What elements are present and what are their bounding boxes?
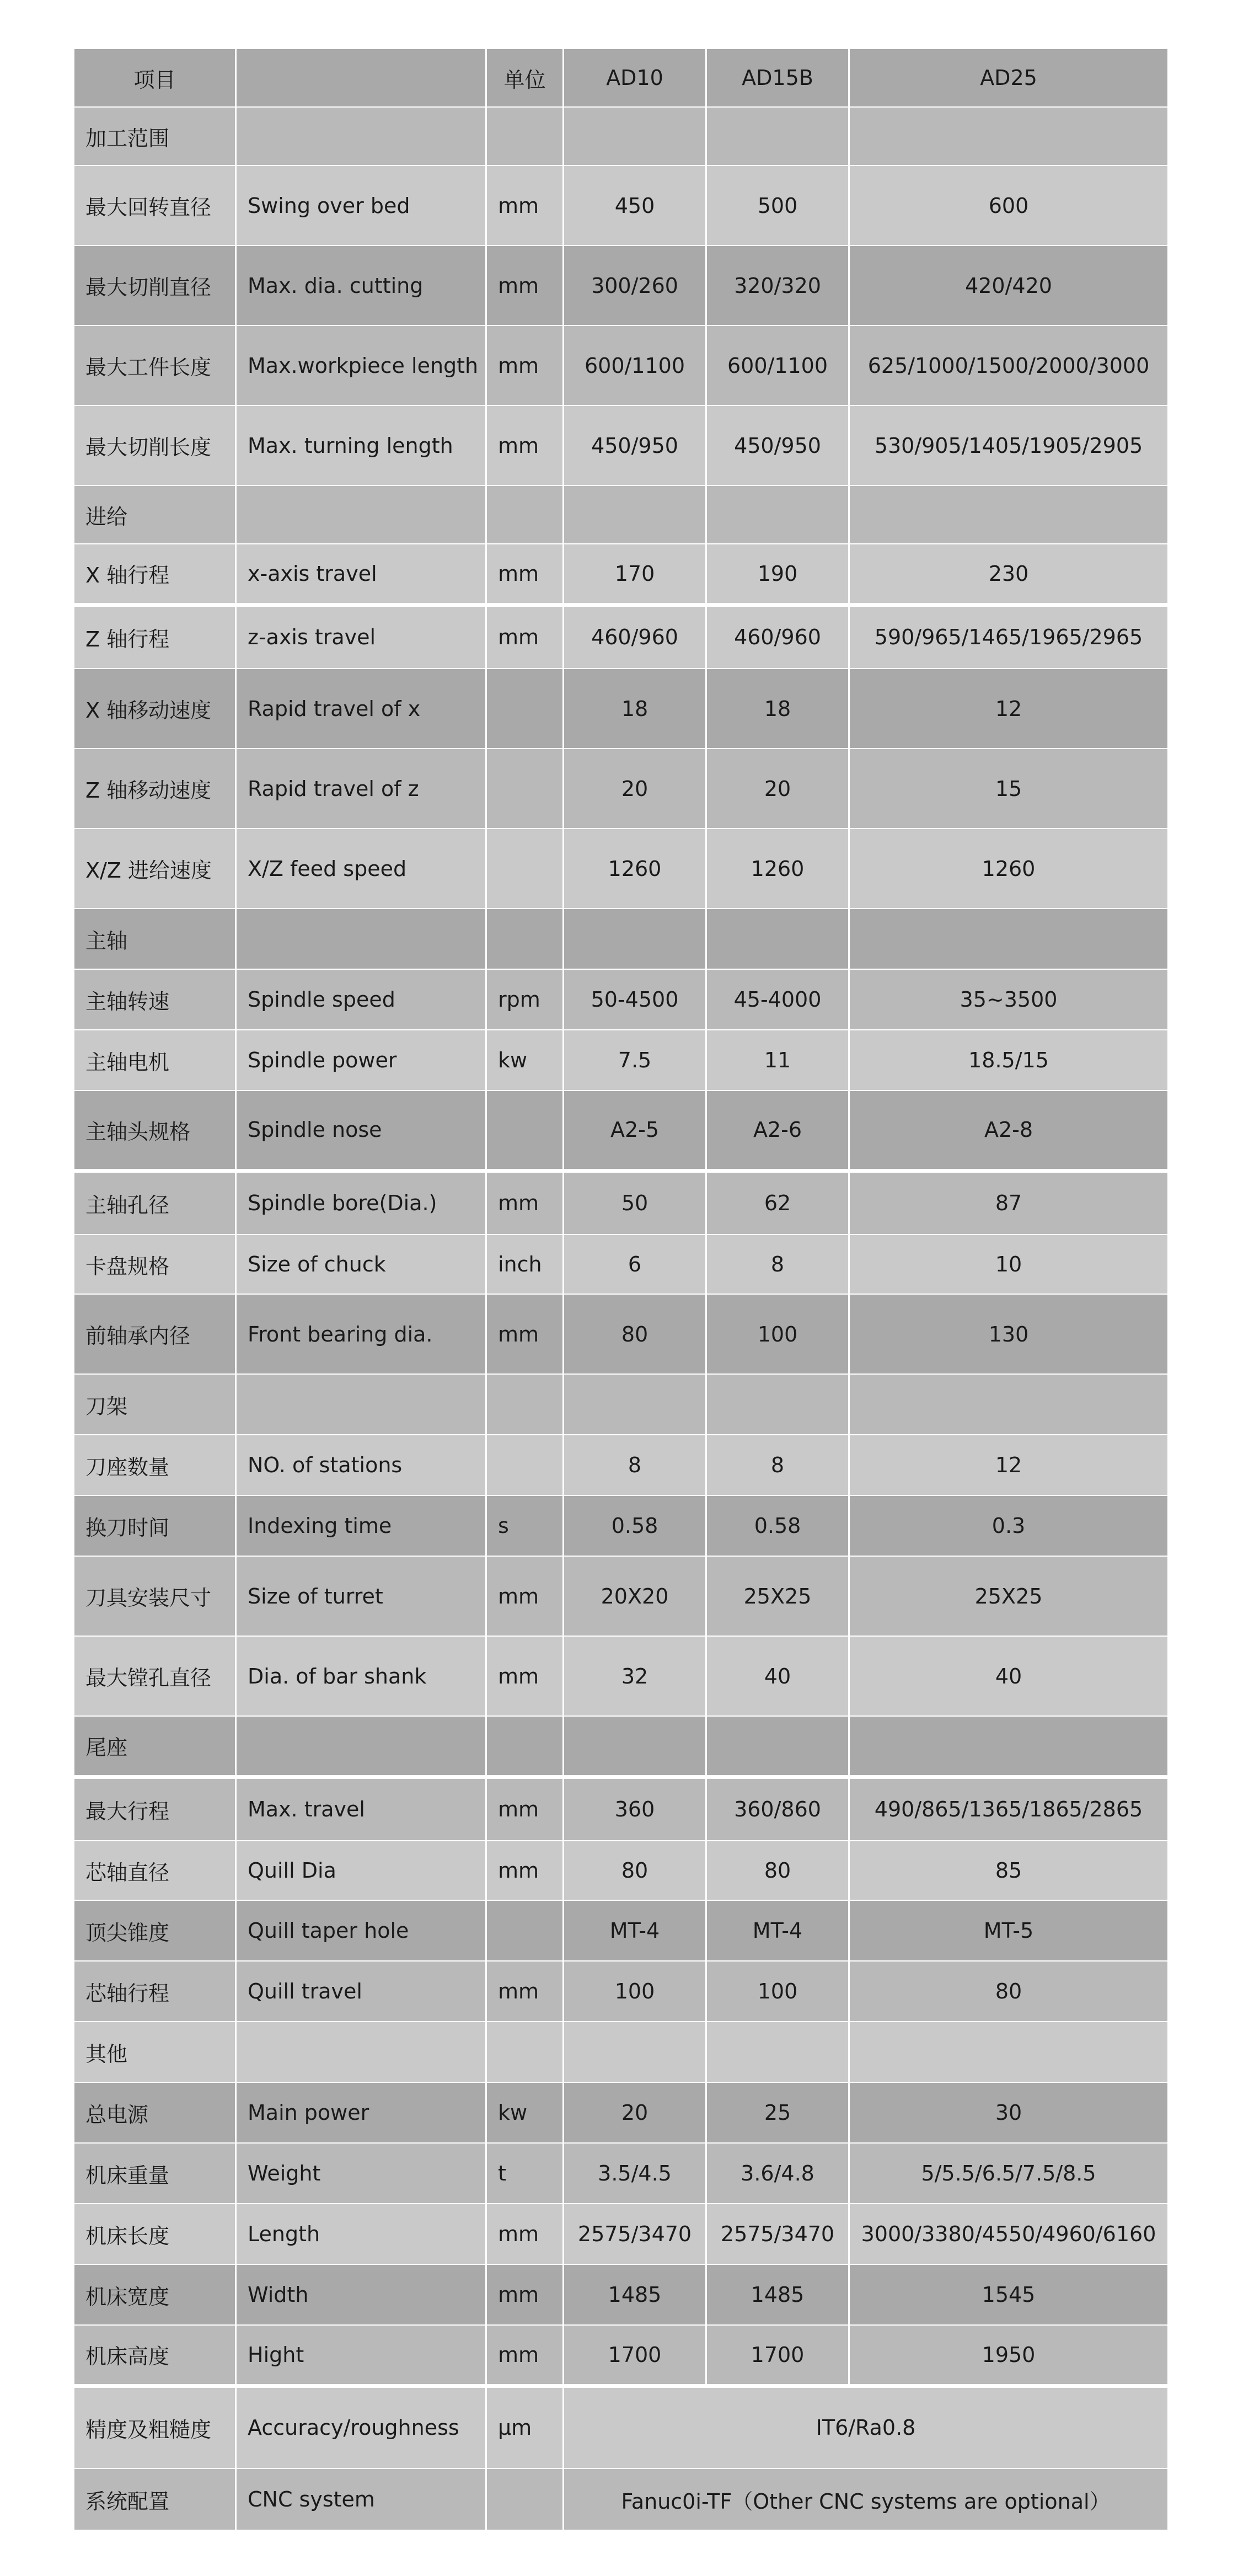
- spec-name-en: Front bearing dia.: [236, 1294, 486, 1374]
- spec-value-ad25: 12: [849, 669, 1169, 749]
- spec-name-en: Width: [236, 2264, 486, 2325]
- spec-unit: mm: [486, 1171, 564, 1234]
- spec-value-ad10: A2-5: [564, 1091, 706, 1171]
- spec-unit: s: [486, 1495, 564, 1556]
- section-row: [74, 908, 1169, 969]
- spec-value-ad25: 3000/3380/4550/4960/6160: [849, 2204, 1169, 2264]
- spec-value-ad25: 625/1000/1500/2000/3000: [849, 325, 1169, 405]
- spec-unit: mm: [486, 1777, 564, 1841]
- spec-row: [74, 405, 1169, 485]
- section-empty-cell: [849, 107, 1169, 165]
- spec-value-ad15b: A2-6: [706, 1091, 849, 1171]
- header-model: AD10: [564, 49, 706, 107]
- spec-name-cn: Z 轴移动速度: [74, 749, 236, 829]
- spec-row: [74, 2386, 1169, 2468]
- section-empty-cell: [706, 2022, 849, 2082]
- section-empty-cell: [236, 2022, 486, 2082]
- section-empty-cell: [564, 2022, 706, 2082]
- spec-unit: mm: [486, 1841, 564, 1900]
- spec-row: [74, 1556, 1169, 1636]
- spec-row: [74, 1961, 1169, 2022]
- section-row: [74, 1716, 1169, 1777]
- spec-value-ad10: 7.5: [564, 1030, 706, 1091]
- spec-value-ad15b: 1485: [706, 2264, 849, 2325]
- spec-value-ad15b: 2575/3470: [706, 2204, 849, 2264]
- spec-value-ad15b: 8: [706, 1234, 849, 1294]
- spec-value-ad15b: 460/960: [706, 605, 849, 669]
- spec-value-ad10: 1485: [564, 2264, 706, 2325]
- spec-value-ad10: 18: [564, 669, 706, 749]
- section-empty-cell: [849, 1374, 1169, 1435]
- spec-value-ad25: 600: [849, 165, 1169, 245]
- spec-value-ad25: 0.3: [849, 1495, 1169, 1556]
- spec-unit: mm: [486, 605, 564, 669]
- spec-value-ad15b: 320/320: [706, 245, 849, 325]
- spec-value-ad25: 590/965/1465/1965/2965: [849, 605, 1169, 669]
- spec-value-ad15b: 360/860: [706, 1777, 849, 1841]
- section-title: 刀架: [74, 1374, 236, 1435]
- section-empty-cell: [564, 107, 706, 165]
- section-empty-cell: [486, 107, 564, 165]
- spec-name-en: Max. turning length: [236, 405, 486, 485]
- spec-row: [74, 1636, 1169, 1716]
- spec-value-ad15b: 100: [706, 1294, 849, 1374]
- spec-value-ad10: 100: [564, 1961, 706, 2022]
- spec-row: [74, 1234, 1169, 1294]
- section-title: 主轴: [74, 908, 236, 969]
- spec-value-ad25: 40: [849, 1636, 1169, 1716]
- spec-name-en: Max. travel: [236, 1777, 486, 1841]
- spec-unit: kw: [486, 1030, 564, 1091]
- spec-unit: [486, 1435, 564, 1495]
- spec-value-ad10: 2575/3470: [564, 2204, 706, 2264]
- spec-name-en: Main power: [236, 2082, 486, 2143]
- spec-value-ad15b: 40: [706, 1636, 849, 1716]
- spec-unit: mm: [486, 2325, 564, 2386]
- spec-unit: [486, 2468, 564, 2530]
- section-empty-cell: [706, 908, 849, 969]
- section-empty-cell: [706, 485, 849, 544]
- spec-value-ad15b: 500: [706, 165, 849, 245]
- spec-value-ad25: 5/5.5/6.5/7.5/8.5: [849, 2143, 1169, 2204]
- spec-name-en: Rapid travel of x: [236, 669, 486, 749]
- section-empty-cell: [849, 908, 1169, 969]
- section-empty-cell: [236, 1374, 486, 1435]
- spec-value-ad25: 35~3500: [849, 969, 1169, 1030]
- spec-row: [74, 749, 1169, 829]
- spec-row: [74, 969, 1169, 1030]
- spec-value-ad25: 12: [849, 1435, 1169, 1495]
- spec-name-en: Accuracy/roughness: [236, 2386, 486, 2468]
- spec-value-ad10: 6: [564, 1234, 706, 1294]
- spec-name-cn: 主轴电机: [74, 1030, 236, 1091]
- spec-value-ad25: 25X25: [849, 1556, 1169, 1636]
- spec-value-ad25: 530/905/1405/1905/2905: [849, 405, 1169, 485]
- spec-value-ad25: 15: [849, 749, 1169, 829]
- spec-value-ad25: A2-8: [849, 1091, 1169, 1171]
- spec-value-ad15b: 11: [706, 1030, 849, 1091]
- spec-name-en: x-axis travel: [236, 544, 486, 605]
- spec-name-en: Spindle speed: [236, 969, 486, 1030]
- spec-row: [74, 605, 1169, 669]
- spec-value-ad15b: 1260: [706, 829, 849, 908]
- spec-name-en: Max.workpiece length: [236, 325, 486, 405]
- spec-value-ad25: 80: [849, 1961, 1169, 2022]
- spec-value-ad10: 20: [564, 749, 706, 829]
- section-empty-cell: [486, 1374, 564, 1435]
- spec-value-ad15b: 62: [706, 1171, 849, 1234]
- spec-value-ad15b: 18: [706, 669, 849, 749]
- spec-name-cn: 前轴承内径: [74, 1294, 236, 1374]
- spec-row: [74, 2264, 1169, 2325]
- spec-unit: rpm: [486, 969, 564, 1030]
- spec-value-ad10: 450: [564, 165, 706, 245]
- spec-name-en: NO. of stations: [236, 1435, 486, 1495]
- spec-value-ad25: 1950: [849, 2325, 1169, 2386]
- spec-value-ad15b: MT-4: [706, 1900, 849, 1961]
- spec-unit: μm: [486, 2386, 564, 2468]
- spec-row: [74, 1435, 1169, 1495]
- section-empty-cell: [236, 908, 486, 969]
- section-row: [74, 2022, 1169, 2082]
- spec-name-cn: 机床高度: [74, 2325, 236, 2386]
- spec-name-en: Weight: [236, 2143, 486, 2204]
- section-empty-cell: [706, 1374, 849, 1435]
- spec-name-cn: 卡盘规格: [74, 1234, 236, 1294]
- spec-value-ad15b: 1700: [706, 2325, 849, 2386]
- spec-value-ad10: 50-4500: [564, 969, 706, 1030]
- section-title: 其他: [74, 2022, 236, 2082]
- spec-unit: mm: [486, 1294, 564, 1374]
- section-title: 加工范围: [74, 107, 236, 165]
- section-row: [74, 485, 1169, 544]
- spec-row: [74, 1030, 1169, 1091]
- spec-value-ad15b: 20: [706, 749, 849, 829]
- spec-table: [73, 48, 1169, 2531]
- spec-value-ad25: 10: [849, 1234, 1169, 1294]
- spec-value-ad10: 450/950: [564, 405, 706, 485]
- spec-name-cn: 刀具安装尺寸: [74, 1556, 236, 1636]
- section-empty-cell: [564, 908, 706, 969]
- spec-value-ad15b: 3.6/4.8: [706, 2143, 849, 2204]
- spec-name-cn: 最大工件长度: [74, 325, 236, 405]
- spec-name-en: Quill Dia: [236, 1841, 486, 1900]
- spec-value-ad25: 85: [849, 1841, 1169, 1900]
- spec-value-ad25: 87: [849, 1171, 1169, 1234]
- spec-value-ad25: MT-5: [849, 1900, 1169, 1961]
- section-empty-cell: [564, 1374, 706, 1435]
- spec-unit: mm: [486, 544, 564, 605]
- spec-row: [74, 2143, 1169, 2204]
- spec-name-en: Size of chuck: [236, 1234, 486, 1294]
- spec-value-ad10: 8: [564, 1435, 706, 1495]
- spec-value-all-models: IT6/Ra0.8: [564, 2386, 1169, 2468]
- spec-name-cn: 主轴转速: [74, 969, 236, 1030]
- spec-name-en: Indexing time: [236, 1495, 486, 1556]
- spec-name-cn: Z 轴行程: [74, 605, 236, 669]
- spec-row: [74, 829, 1169, 908]
- spec-value-ad10: 50: [564, 1171, 706, 1234]
- spec-name-cn: 主轴孔径: [74, 1171, 236, 1234]
- spec-unit: mm: [486, 1636, 564, 1716]
- header-unit: 单位: [486, 49, 564, 107]
- section-empty-cell: [486, 908, 564, 969]
- spec-name-en: Quill travel: [236, 1961, 486, 2022]
- spec-unit: inch: [486, 1234, 564, 1294]
- spec-unit: [486, 1900, 564, 1961]
- spec-value-ad15b: 25X25: [706, 1556, 849, 1636]
- spec-value-ad10: MT-4: [564, 1900, 706, 1961]
- spec-value-ad15b: 25: [706, 2082, 849, 2143]
- spec-name-cn: 机床宽度: [74, 2264, 236, 2325]
- spec-value-ad15b: 100: [706, 1961, 849, 2022]
- spec-name-en: Hight: [236, 2325, 486, 2386]
- spec-unit: mm: [486, 1961, 564, 2022]
- spec-value-ad10: 460/960: [564, 605, 706, 669]
- spec-value-ad25: 130: [849, 1294, 1169, 1374]
- spec-name-cn: 最大行程: [74, 1777, 236, 1841]
- spec-unit: [486, 1091, 564, 1171]
- spec-name-cn: X 轴行程: [74, 544, 236, 605]
- header-model: AD15B: [706, 49, 849, 107]
- spec-row: [74, 1841, 1169, 1900]
- spec-name-en: Swing over bed: [236, 165, 486, 245]
- spec-name-en: Size of turret: [236, 1556, 486, 1636]
- spec-value-ad10: 360: [564, 1777, 706, 1841]
- spec-row: [74, 2468, 1169, 2530]
- spec-name-cn: 最大切削直径: [74, 245, 236, 325]
- section-empty-cell: [849, 1716, 1169, 1777]
- spec-row: [74, 2325, 1169, 2386]
- spec-unit: [486, 749, 564, 829]
- spec-value-ad25: 490/865/1365/1865/2865: [849, 1777, 1169, 1841]
- spec-row: [74, 2204, 1169, 2264]
- spec-row: [74, 2082, 1169, 2143]
- spec-name-en: Spindle nose: [236, 1091, 486, 1171]
- spec-row: [74, 669, 1169, 749]
- spec-name-cn: 芯轴行程: [74, 1961, 236, 2022]
- spec-unit: mm: [486, 2264, 564, 2325]
- section-row: [74, 107, 1169, 165]
- spec-value-ad15b: 190: [706, 544, 849, 605]
- section-empty-cell: [849, 485, 1169, 544]
- spec-unit: kw: [486, 2082, 564, 2143]
- spec-unit: mm: [486, 1556, 564, 1636]
- spec-value-ad15b: 80: [706, 1841, 849, 1900]
- section-title: 尾座: [74, 1716, 236, 1777]
- spec-name-en: Length: [236, 2204, 486, 2264]
- spec-name-cn: 顶尖锥度: [74, 1900, 236, 1961]
- spec-name-en: X/Z feed speed: [236, 829, 486, 908]
- spec-name-en: z-axis travel: [236, 605, 486, 669]
- spec-name-cn: 机床长度: [74, 2204, 236, 2264]
- spec-value-ad25: 1260: [849, 829, 1169, 908]
- spec-row: [74, 1171, 1169, 1234]
- section-empty-cell: [486, 2022, 564, 2082]
- spec-value-ad25: 18.5/15: [849, 1030, 1169, 1091]
- section-empty-cell: [236, 107, 486, 165]
- spec-value-ad10: 80: [564, 1294, 706, 1374]
- header-model: AD25: [849, 49, 1169, 107]
- spec-unit: [486, 829, 564, 908]
- spec-value-ad15b: 45-4000: [706, 969, 849, 1030]
- spec-value-all-models: Fanuc0i-TF（Other CNC systems are optional）: [564, 2468, 1169, 2530]
- section-row: [74, 1374, 1169, 1435]
- spec-name-cn: 精度及粗糙度: [74, 2386, 236, 2468]
- spec-name-en: Dia. of bar shank: [236, 1636, 486, 1716]
- spec-value-ad15b: 0.58: [706, 1495, 849, 1556]
- spec-value-ad10: 300/260: [564, 245, 706, 325]
- spec-row: [74, 544, 1169, 605]
- spec-table-body: [74, 49, 1169, 2530]
- spec-unit: t: [486, 2143, 564, 2204]
- spec-value-ad10: 0.58: [564, 1495, 706, 1556]
- spec-name-cn: 换刀时间: [74, 1495, 236, 1556]
- section-empty-cell: [564, 1716, 706, 1777]
- spec-row: [74, 165, 1169, 245]
- spec-name-en: Spindle bore(Dia.): [236, 1171, 486, 1234]
- section-empty-cell: [564, 485, 706, 544]
- spec-name-en: Rapid travel of z: [236, 749, 486, 829]
- section-empty-cell: [706, 107, 849, 165]
- spec-value-ad10: 1700: [564, 2325, 706, 2386]
- spec-name-cn: 最大切削长度: [74, 405, 236, 485]
- spec-name-cn: 总电源: [74, 2082, 236, 2143]
- spec-value-ad10: 3.5/4.5: [564, 2143, 706, 2204]
- spec-value-ad15b: 450/950: [706, 405, 849, 485]
- spec-unit: [486, 669, 564, 749]
- spec-value-ad10: 1260: [564, 829, 706, 908]
- spec-value-ad15b: 600/1100: [706, 325, 849, 405]
- header-blank: [236, 49, 486, 107]
- spec-name-cn: 系统配置: [74, 2468, 236, 2530]
- spec-unit: mm: [486, 165, 564, 245]
- section-empty-cell: [236, 1716, 486, 1777]
- spec-value-ad10: 32: [564, 1636, 706, 1716]
- section-title: 进给: [74, 485, 236, 544]
- spec-row: [74, 1294, 1169, 1374]
- header-item: 项目: [74, 49, 236, 107]
- spec-name-en: CNC system: [236, 2468, 486, 2530]
- spec-value-ad10: 80: [564, 1841, 706, 1900]
- section-empty-cell: [849, 2022, 1169, 2082]
- spec-name-en: Max. dia. cutting: [236, 245, 486, 325]
- spec-row: [74, 325, 1169, 405]
- section-empty-cell: [706, 1716, 849, 1777]
- spec-unit: mm: [486, 405, 564, 485]
- spec-value-ad25: 420/420: [849, 245, 1169, 325]
- spec-name-cn: X 轴移动速度: [74, 669, 236, 749]
- spec-value-ad10: 170: [564, 544, 706, 605]
- spec-name-cn: 刀座数量: [74, 1435, 236, 1495]
- spec-unit: mm: [486, 325, 564, 405]
- spec-name-cn: 最大回转直径: [74, 165, 236, 245]
- spec-row: [74, 245, 1169, 325]
- spec-name-cn: 机床重量: [74, 2143, 236, 2204]
- section-empty-cell: [236, 485, 486, 544]
- section-empty-cell: [486, 485, 564, 544]
- spec-value-ad10: 600/1100: [564, 325, 706, 405]
- spec-name-cn: 芯轴直径: [74, 1841, 236, 1900]
- spec-unit: mm: [486, 2204, 564, 2264]
- spec-value-ad15b: 8: [706, 1435, 849, 1495]
- spec-row: [74, 1777, 1169, 1841]
- spec-row: [74, 1495, 1169, 1556]
- spec-name-cn: X/Z 进给速度: [74, 829, 236, 908]
- section-empty-cell: [486, 1716, 564, 1777]
- spec-unit: mm: [486, 245, 564, 325]
- spec-value-ad25: 30: [849, 2082, 1169, 2143]
- header-row: [74, 49, 1169, 107]
- spec-name-cn: 主轴头规格: [74, 1091, 236, 1171]
- spec-value-ad10: 20: [564, 2082, 706, 2143]
- spec-name-cn: 最大镗孔直径: [74, 1636, 236, 1716]
- spec-name-en: Spindle power: [236, 1030, 486, 1091]
- spec-name-en: Quill taper hole: [236, 1900, 486, 1961]
- spec-row: [74, 1900, 1169, 1961]
- spec-value-ad10: 20X20: [564, 1556, 706, 1636]
- spec-value-ad25: 230: [849, 544, 1169, 605]
- spec-row: [74, 1091, 1169, 1171]
- spec-value-ad25: 1545: [849, 2264, 1169, 2325]
